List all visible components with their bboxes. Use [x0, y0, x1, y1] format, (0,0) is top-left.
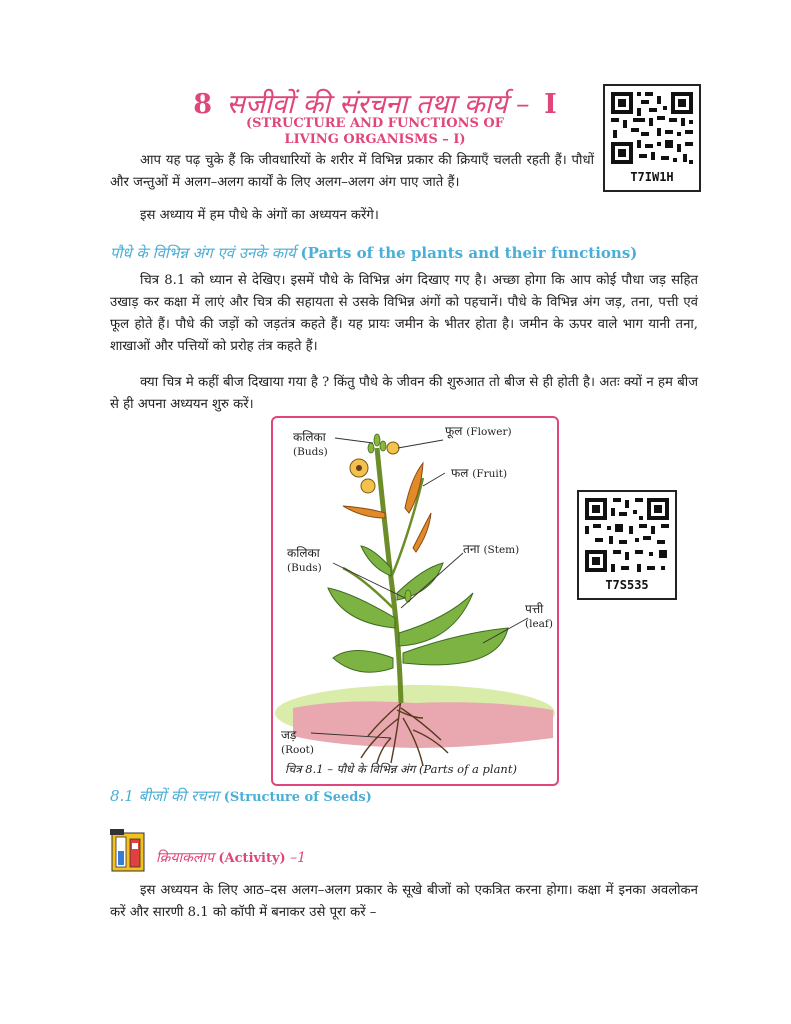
label-leaf: पत्ती (leaf): [525, 602, 553, 630]
chapter-subtitle: [200, 116, 550, 148]
intro-paragraph-2: इस अध्याय में हम पौधे के अंगों का अध्ययन करेंगे।: [140, 208, 379, 223]
figure-caption: चित्र 8.1 – पौधे के विभिन्न अंग (Parts of a plant): [285, 762, 517, 776]
qr-code-icon: [607, 88, 697, 168]
intro-paragraph-1: आप यह पढ़ चुके हैं कि जीवधारियों के शरीर में विभिन्न प्रकार की क्रियाएँ चलती रहती हैं। पौधों और जन्तुओं में अलग–अलग कार्यों के लिए अलग–अलग अंग पाए जाते हैं।: [110, 153, 594, 190]
activity-paragraph: इस अध्ययन के लिए आठ–दस अलग–अलग प्रकार के सूखे बीजों को एकत्रित करना होगा। कक्षा में इनका अवलोकन करें और सारणी 8.1 को कॉपी में बनाकर उसे पूरा करें –: [110, 883, 698, 920]
chapter-number: 8: [193, 89, 213, 120]
flowers: [350, 442, 399, 493]
activity-heading: क्रियाकलाप (Activity) –1: [156, 850, 307, 866]
chapter-subtitle-line1: (STRUCTURE AND FUNCTIONS OF: [246, 116, 504, 131]
qr-code-1[interactable]: [603, 84, 701, 192]
section-paragraph-1: चित्र 8.1 को ध्यान से देखिए। इसमें पौधे के विभिन्न अंग दिखाए गए है। अच्छा होगा कि आप कोई पौधा जड़ सहित उखाड़ कर कक्षा में लाएं और चित्र की सहायता से उसके विभिन्न अंगों को पहचानें। पौधे के विभिन्न अंग जड़, तना, पत्ती एवं फूल होते हैं। पौधे की जड़ों को जड़तंत्र कहते हैं। यह प्रायः जमीन के भीतर होता है। जमीन के ऊपर वाले भाग यानी तना, शाखाओं और पत्तियों को प्ररोह तंत्र कहते हैं।: [110, 273, 698, 354]
label-flower: फूल (Flower): [445, 424, 512, 438]
leaves: [328, 546, 508, 672]
label-stem: तना (Stem): [463, 542, 520, 556]
qr-code-icon: [581, 494, 673, 576]
chapter-title-hindi: सजीवों की संरचना तथा कार्य –: [226, 89, 530, 120]
qr-code-2[interactable]: [577, 490, 677, 600]
plant-figure: [271, 416, 559, 786]
label-root: जड़ (Root): [281, 728, 314, 756]
label-buds-middle: कलिका (Buds): [287, 546, 322, 574]
qr-code-2-label: T7S535: [605, 578, 649, 592]
plant-illustration: [273, 418, 557, 784]
section-heading-seed-structure: 8.1 बीजों की रचना (Structure of Seeds): [110, 787, 372, 805]
qr-code-1-label: T7IW1H: [630, 170, 674, 184]
chapter-subtitle-line2: LIVING ORGANISMS – I): [284, 132, 466, 147]
chapter-title-roman: I: [544, 89, 557, 120]
section-paragraph-2: क्या चित्र मे कहीं बीज दिखाया गया है ? किंतु पौधे के जीवन की शुरुआत तो बीज से ही होती है। अतः क्यों न हम बीज से ही अपना अध्ययन शुरु करें।: [110, 375, 698, 412]
activity-icon: [110, 829, 148, 873]
label-buds-top: कलिका (Buds): [293, 430, 328, 458]
label-fruit: फल (Fruit): [451, 466, 508, 480]
section-heading-plant-parts: पौधे के विभिन्न अंग एवं उनके कार्य (Parts of the plants and their functions): [110, 244, 638, 262]
